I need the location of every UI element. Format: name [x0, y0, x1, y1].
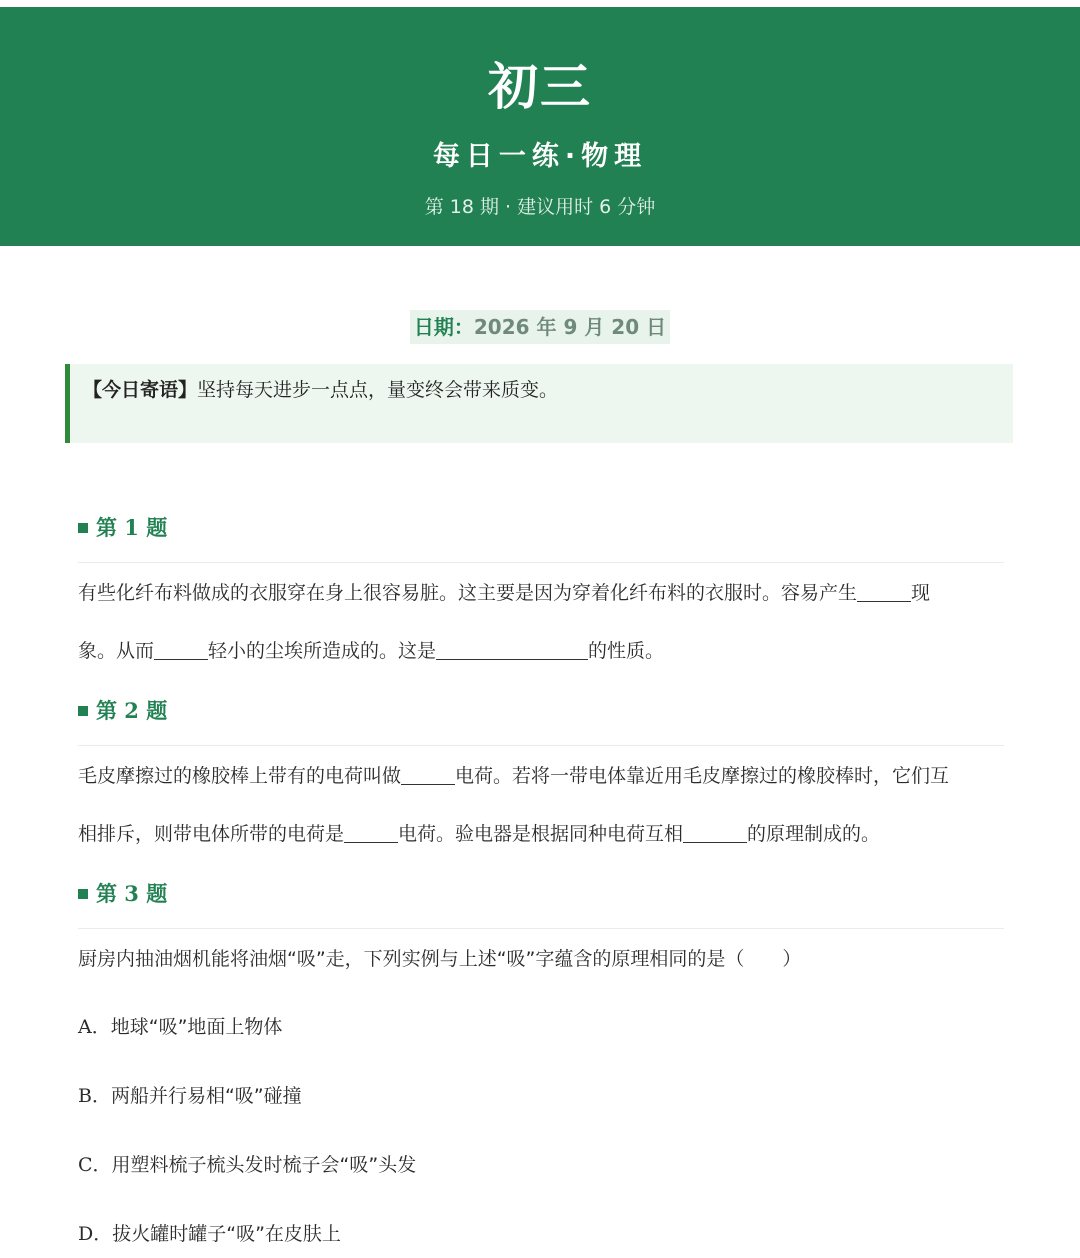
motto-text — [83, 376, 558, 404]
text-segment: 的原理制成的。 — [747, 823, 881, 845]
divider — [78, 745, 1004, 746]
option-d[interactable] — [78, 1220, 341, 1248]
fill-blank[interactable] — [344, 824, 398, 843]
question-3-title — [78, 879, 167, 909]
question-3-title-text: 第 3 题 — [96, 881, 168, 906]
date-row — [0, 310, 1080, 344]
grade-title: 初三 — [488, 58, 592, 116]
option-c[interactable] — [78, 1151, 416, 1179]
issue-info: 第 18 期 · 建议用时 6 分钟 — [424, 196, 656, 218]
option-letter: D． — [78, 1223, 113, 1245]
text-segment: 的性质。 — [588, 640, 665, 662]
date-value: 2026 年 9 月 20 日 — [473, 315, 667, 339]
subject-subtitle: 每日一练·物理 — [432, 141, 648, 172]
question-2-title-text: 第 2 题 — [96, 698, 168, 723]
question-1-line-1 — [78, 579, 930, 607]
text-segment: 电荷。若将一带电体靠近用毛皮摩擦过的橡胶棒时，它们互 — [455, 765, 950, 787]
square-bullet-icon — [78, 523, 88, 533]
text-segment: 象。从而 — [78, 640, 155, 662]
date-label: 日期： — [413, 315, 474, 339]
text-segment: 轻小的尘埃所造成的。这是 — [208, 640, 437, 662]
option-a[interactable] — [78, 1013, 282, 1041]
option-text: 用塑料梳子梳头发时梳子会“吸”头发 — [111, 1154, 417, 1176]
question-1-line-2 — [78, 637, 664, 665]
option-letter: C． — [78, 1154, 112, 1176]
fill-blank[interactable] — [683, 824, 747, 843]
option-letter: B． — [78, 1085, 111, 1107]
text-segment: 有些化纤布料做成的衣服穿在身上很容易脏。这主要是因为穿着化纤布料的衣服时。容易产生 — [78, 582, 858, 604]
divider — [78, 928, 1004, 929]
option-text: 拔火罐时罐子“吸”在皮肤上 — [112, 1223, 341, 1245]
fill-blank[interactable] — [857, 583, 911, 602]
question-3-stem: 厨房内抽油烟机能将油烟“吸”走，下列实例与上述“吸”字蕴含的原理相同的是（ ） — [78, 948, 802, 970]
motto-label: 【今日寄语】 — [83, 379, 198, 401]
divider — [78, 562, 1004, 563]
fill-blank[interactable] — [436, 641, 588, 660]
text-segment: 现 — [911, 582, 931, 604]
option-text: 两船并行易相“吸”碰撞 — [110, 1085, 302, 1107]
option-b[interactable] — [78, 1082, 302, 1110]
fill-blank[interactable] — [154, 641, 208, 660]
question-2-line-1 — [78, 762, 949, 790]
daily-motto — [65, 364, 1013, 443]
motto-content: 坚持每天进步一点点，量变终会带来质变。 — [197, 379, 559, 401]
text-segment: 毛皮摩擦过的橡胶棒上带有的电荷叫做 — [78, 765, 402, 787]
text-segment: 相排斥，则带电体所带的电荷是 — [78, 823, 345, 845]
date-badge — [410, 310, 670, 344]
header-banner — [0, 7, 1080, 246]
text-segment: 电荷。验电器是根据同种电荷互相 — [398, 823, 684, 845]
option-text: 地球“吸”地面上物体 — [110, 1016, 283, 1038]
square-bullet-icon — [78, 706, 88, 716]
fill-blank[interactable] — [401, 766, 455, 785]
question-1-title — [78, 513, 167, 543]
square-bullet-icon — [78, 889, 88, 899]
question-1-title-text: 第 1 题 — [96, 515, 168, 540]
question-2-title — [78, 696, 167, 726]
option-letter: A． — [78, 1016, 111, 1038]
question-2-line-2 — [78, 820, 880, 848]
